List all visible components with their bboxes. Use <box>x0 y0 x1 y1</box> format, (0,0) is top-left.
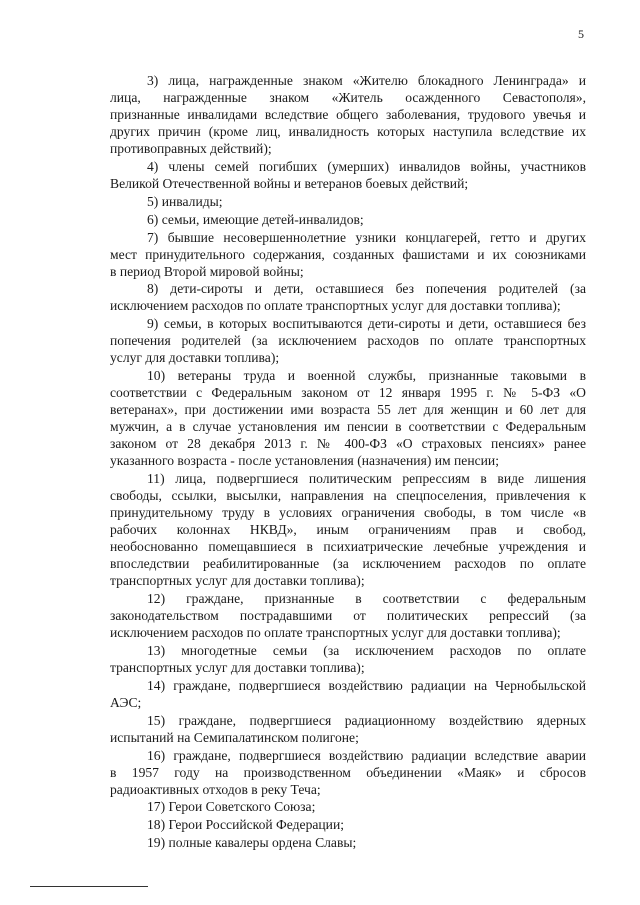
text-line: 13) многодетные семьи (за исключением расходов по оплате <box>147 642 586 658</box>
text-line: 10) ветераны труда и военной службы, признанные таковыми в <box>147 368 586 384</box>
list-item <box>110 211 586 228</box>
list-item <box>110 747 586 798</box>
text-line: 7) бывшие несовершеннолетние узники концлагерей, гетто и других <box>147 229 586 245</box>
text-line: законодательством пострадавшими от политических репрессий (за <box>110 608 586 624</box>
footnote-divider <box>30 886 148 887</box>
list-item <box>110 229 586 280</box>
text-line: ветеранах», при достижении ими возраста 55 лет для женщин и 60 лет для <box>110 402 586 418</box>
text-line: признанные инвалидами вследствие общего заболевания, трудового увечья и <box>110 107 586 122</box>
text-line: необоснованно помещавшиеся в психиатрические лечебные учреждения и <box>110 539 586 555</box>
text-line: 17) Герои Советского Союза; <box>147 799 316 815</box>
text-line: свободы, ссылки, высылки, направления на спецпоселения, привлечения к <box>110 488 586 504</box>
text-line: мест принудительного содержания, созданных фашистами и их союзниками <box>110 246 586 262</box>
text-line: испытаний на Семипалатинском полигоне; <box>110 729 359 745</box>
list-item <box>110 280 586 314</box>
list-item <box>110 816 586 833</box>
text-line: исключением расходов по оплате транспортных услуг для доставки топлива); <box>110 298 561 314</box>
text-line: 16) граждане, подвергшиеся воздействию радиации вследствие аварии <box>147 747 586 763</box>
text-line: 15) граждане, подвергшиеся радиационному воздействию ядерных <box>147 712 586 728</box>
text-line: 9) семьи, в которых воспитываются дети-сироты и дети, оставшиеся без <box>147 316 586 332</box>
text-line: лица, награжденные знаком «Житель осажденного Севастополя», <box>110 90 586 105</box>
text-line: транспортных услуг для доставки топлива); <box>110 659 365 675</box>
text-line: противоправных действий); <box>110 141 272 156</box>
text-line: 5) инвалиды; <box>147 193 223 209</box>
text-line: радиоактивных отходов в реку Теча; <box>110 781 321 797</box>
text-line: 3) лица, награжденные знаком «Жителю блокадного Ленинграда» и <box>147 73 586 88</box>
text-line: 12) граждане, признанные в соответствии с федеральным <box>147 591 586 607</box>
list-item <box>110 315 586 366</box>
text-line: 19) полные кавалеры ордена Славы; <box>147 835 357 851</box>
list-item <box>110 834 586 851</box>
text-line: в 1957 году на производственном объединении «Маяк» и сбросов <box>110 764 586 780</box>
text-line: в период Второй мировой войны; <box>110 263 304 279</box>
text-line: 6) семьи, имеющие детей-инвалидов; <box>147 211 364 227</box>
text-line: исключением расходов по оплате транспортных услуг для доставки топлива); <box>110 625 561 641</box>
list-item <box>110 677 586 711</box>
text-line: мужчин, а в случае установления им пенсии в соответствии с Федеральным <box>110 419 586 435</box>
text-line: соответствии с Федеральным законом от 12 января 1995 г. № 5-ФЗ «О <box>110 385 586 401</box>
text-line: 18) Герои Российской Федерации; <box>147 817 345 833</box>
text-line: 14) граждане, подвергшиеся воздействию радиации на Чернобыльской <box>147 677 586 693</box>
text-line: законом от 28 декабря 2013 г. № 400-ФЗ «О страховых пенсиях» ранее <box>110 436 586 452</box>
list-item <box>110 158 586 192</box>
text-line: принудительному труду в условиях ограничения свободы, в том числе «в <box>110 505 586 521</box>
list-item <box>110 712 586 746</box>
text-line: других причин (кроме лиц, инвалидность которых наступила вследствие их <box>110 124 586 139</box>
text-line: попечения родителей (за исключением расходов по оплате транспортных <box>110 333 586 349</box>
text-line: 8) дети-сироты и дети, оставшиеся без попечения родителей (за <box>147 281 586 297</box>
text-line: указанного возраста - после установления (назначения) им пенсии; <box>110 453 499 469</box>
text-line: Великой Отечественной войны и ветеранов боевых действий; <box>110 175 469 191</box>
text-line: транспортных услуг для доставки топлива); <box>110 573 365 589</box>
text-line: впоследствии реабилитированные (за исключением расходов по оплате <box>110 556 586 572</box>
list-item <box>110 470 586 589</box>
text-line: 11) лица, подвергшиеся политическим репрессиям в виде лишения <box>147 471 586 487</box>
text-line: рабочих колоннах НКВД», иным ограничениям прав и свобод, <box>110 522 586 538</box>
list-item <box>110 798 586 815</box>
text-line: АЭС; <box>110 694 142 710</box>
document-body <box>110 72 586 852</box>
text-line: 4) члены семей погибших (умерших) инвалидов войны, участников <box>147 158 586 174</box>
page-number: 5 <box>578 27 584 41</box>
list-item <box>110 72 586 157</box>
list-item <box>110 367 586 469</box>
text-line: услуг для доставки топлива); <box>110 350 280 366</box>
list-item <box>110 590 586 641</box>
list-item <box>110 193 586 210</box>
list-item <box>110 642 586 676</box>
